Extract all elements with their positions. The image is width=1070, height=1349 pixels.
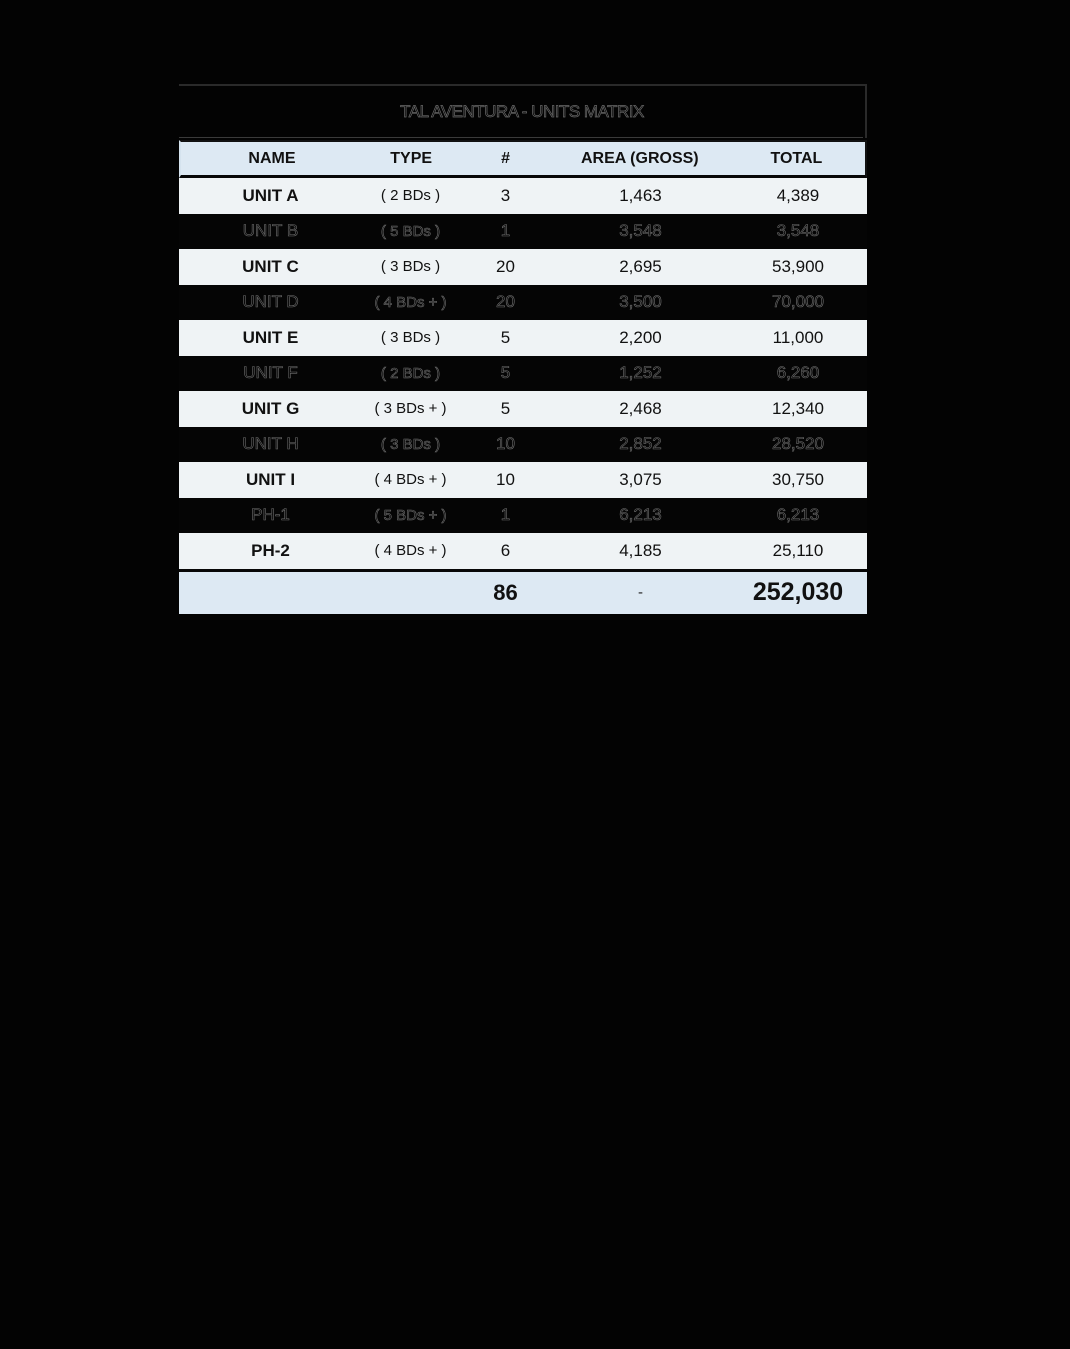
unit-name: UNIT G — [241, 398, 300, 418]
unit-type: ( 4 BDs + ) — [374, 542, 447, 560]
unit-type: ( 4 BDs + ) — [374, 293, 447, 311]
unit-area: 4,185 — [619, 540, 662, 560]
column-header-type: TYPE — [390, 149, 433, 167]
unit-area: 2,468 — [619, 398, 662, 418]
total-unit-count: 86 — [493, 579, 518, 605]
unit-name: PH-1 — [251, 505, 290, 525]
unit-type: ( 2 BDs ) — [380, 364, 441, 382]
table-row — [179, 178, 867, 214]
unit-total: 3,548 — [776, 221, 820, 241]
unit-count: 10 — [496, 434, 515, 454]
unit-area: 3,548 — [619, 221, 662, 241]
totals-row — [179, 569, 867, 614]
unit-area: 1,463 — [619, 185, 662, 205]
unit-type: ( 3 BDs + ) — [374, 400, 447, 418]
table-row — [179, 427, 867, 463]
table-row — [179, 285, 867, 321]
unit-count: 1 — [500, 221, 511, 241]
unit-total: 6,260 — [776, 363, 820, 383]
unit-area: 6,213 — [619, 505, 662, 525]
grand-total: 252,030 — [752, 578, 844, 606]
unit-total: 53,900 — [772, 256, 824, 276]
unit-count: 5 — [500, 363, 511, 383]
column-header-name: NAME — [248, 149, 296, 167]
unit-name: UNIT I — [245, 469, 296, 489]
table-title-box — [179, 84, 867, 138]
unit-name: UNIT A — [242, 185, 299, 205]
units-matrix-table — [179, 84, 867, 614]
unit-type: ( 3 BDs ) — [380, 329, 441, 347]
unit-total: 28,520 — [772, 434, 824, 454]
total-area: - — [638, 584, 643, 601]
unit-type: ( 3 BDs ) — [380, 435, 441, 453]
unit-total: 4,389 — [776, 185, 820, 205]
unit-name: UNIT F — [243, 363, 298, 383]
unit-type: ( 5 BDs + ) — [374, 506, 447, 524]
unit-name: UNIT H — [242, 434, 299, 454]
table-row — [179, 498, 867, 534]
unit-name: UNIT C — [242, 256, 299, 276]
unit-name: UNIT D — [242, 292, 299, 312]
unit-name: PH-2 — [251, 540, 290, 560]
unit-area: 3,075 — [619, 469, 662, 489]
unit-area: 3,500 — [619, 292, 662, 312]
column-header-count: # — [501, 149, 511, 167]
column-header-total: TOTAL — [770, 149, 823, 167]
unit-total: 70,000 — [772, 292, 824, 312]
unit-name: UNIT E — [242, 327, 299, 347]
unit-count: 20 — [496, 256, 515, 276]
unit-total: 30,750 — [772, 469, 824, 489]
unit-area: 1,252 — [619, 363, 662, 383]
unit-count: 5 — [500, 327, 511, 347]
unit-total: 6,213 — [776, 505, 820, 525]
table-header-row — [179, 140, 867, 178]
unit-count: 20 — [496, 292, 515, 312]
unit-count: 10 — [496, 469, 515, 489]
unit-count: 6 — [500, 540, 511, 560]
unit-count: 1 — [500, 505, 511, 525]
table-row — [179, 533, 867, 569]
unit-total: 25,110 — [772, 540, 824, 560]
table-row — [179, 214, 867, 250]
table-row — [179, 356, 867, 392]
column-header-area: AREA (GROSS) — [580, 149, 699, 167]
unit-count: 5 — [500, 398, 511, 418]
unit-area: 2,695 — [619, 256, 662, 276]
unit-total: 11,000 — [772, 327, 824, 347]
unit-total: 12,340 — [772, 398, 824, 418]
unit-area: 2,852 — [619, 434, 662, 454]
table-row — [179, 249, 867, 285]
table-row — [179, 391, 867, 427]
unit-type: ( 5 BDs ) — [380, 222, 441, 240]
unit-type: ( 3 BDs ) — [380, 258, 441, 276]
unit-type: ( 4 BDs + ) — [374, 471, 447, 489]
table-row — [179, 462, 867, 498]
table-row — [179, 320, 867, 356]
unit-area: 2,200 — [619, 327, 662, 347]
unit-name: UNIT B — [242, 221, 299, 241]
table-title: TAL AVENTURA - UNITS MATRIX — [400, 102, 644, 121]
unit-count: 3 — [500, 185, 511, 205]
unit-type: ( 2 BDs ) — [380, 187, 441, 205]
